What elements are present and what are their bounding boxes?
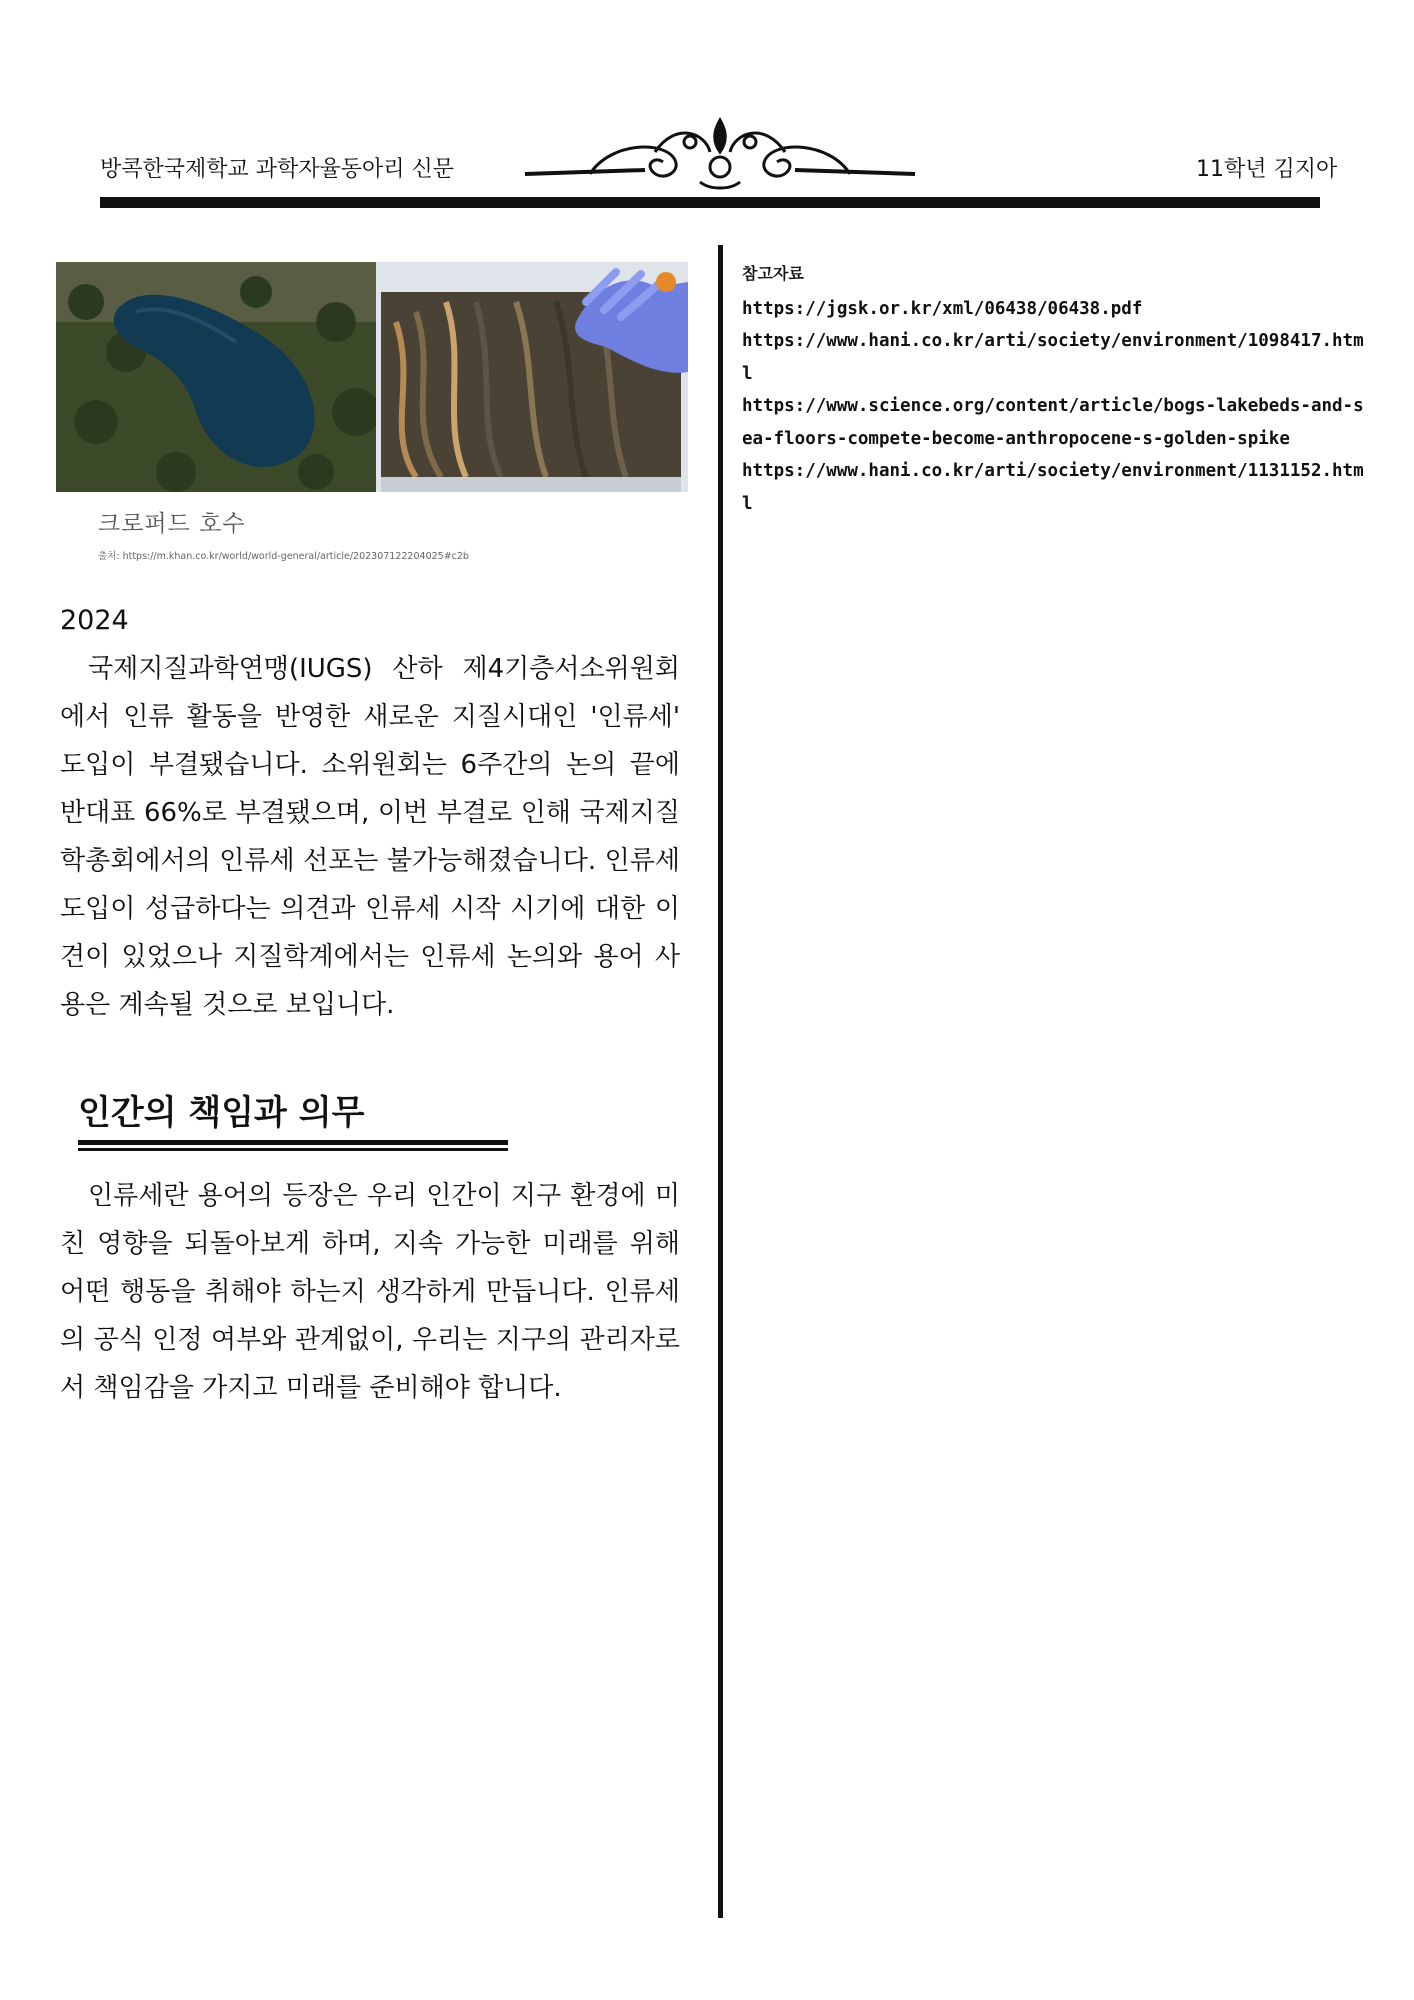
reference-link[interactable]: https://jgsk.or.kr/xml/06438/06438.pdf [742, 298, 1143, 319]
reference-link[interactable]: https://www.science.org/content/article/bogs-lakebeds-and-sea-floors-compete-become-anthropocene-s-golden-spike [742, 396, 1364, 449]
article-paragraph-2: 인류세란 용어의 등장은 우리 인간이 지구 환경에 미친 영향을 되돌아보게 하며, 지속 가능한 미래를 위해 어떤 행동을 취해야 하는지 생각하게 만듭니다. 인류세의 공식 인정 여부와 관계없이, 우리는 지구의 관리자로서 책임감을 가지고 미래를 준비해야 합니다. [60, 1181, 680, 1403]
photo-source: 출처: https://m.khan.co.kr/world/world-general/article/202307122204025#c2b [98, 551, 469, 562]
newspaper-name: 방콕한국제학교 과학자율동아리 신문 [100, 157, 455, 182]
reference-link[interactable]: https://www.hani.co.kr/arti/society/environment/1131152.html [742, 461, 1364, 514]
article-photo [56, 262, 688, 492]
references-list [742, 258, 1372, 520]
author-info: 11학년 김지아 [1196, 157, 1338, 182]
header-divider [100, 197, 1320, 208]
article-year: 2024 [60, 605, 129, 636]
reference-link[interactable]: https://www.hani.co.kr/arti/society/environment/1098417.html [742, 331, 1364, 384]
article-paragraph-1: 국제지질과학연맹(IUGS) 산하 제4기층서소위원회에서 인류 활동을 반영한 새로운 지질시대인 '인류세' 도입이 부결됐습니다. 소위원회는 6주간의 논의 끝에 반대표 66%로 부결됐으며, 이번 부결로 인해 국제지질학총회에서의 인류세 선포는 불가능해졌습니다. 인류세 도입이 성급하다는 의견과 인류세 시작 시기에 대한 이견이 있었으나 지질학계에서는 인류세 논의와 용어 사용은 계속될 것으로 보입니다. [60, 654, 680, 1020]
decorative-ornament-icon [515, 112, 925, 194]
column-divider [718, 245, 723, 1918]
references-title: 참고자료 [742, 264, 804, 283]
photo-caption: 크로퍼드 호수 [98, 511, 246, 537]
section-heading-underline [78, 1140, 508, 1151]
section-heading: 인간의 책임과 의무 [78, 1093, 365, 1133]
